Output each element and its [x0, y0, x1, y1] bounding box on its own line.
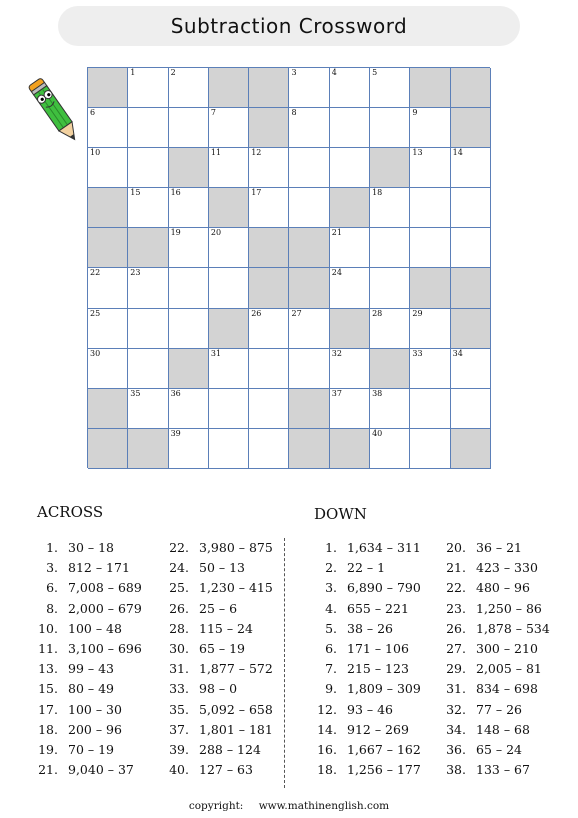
clue-expression: 423 – 330 [476, 560, 538, 576]
clue-expression: 2,005 – 81 [476, 661, 542, 677]
clue-number: 33. [169, 681, 189, 697]
clue-number: 29. [446, 661, 466, 677]
clue-number: 10 [90, 148, 101, 158]
shaded-cell [451, 429, 491, 469]
clue-expression: 288 – 124 [199, 742, 261, 757]
clue-item [446, 661, 542, 677]
clue-item [169, 641, 246, 656]
clue-item [325, 600, 409, 616]
clue-number: 1. [46, 540, 58, 555]
clue-number: 34 [452, 348, 463, 358]
clue-number: 3. [325, 580, 337, 596]
clue-expression: 22 – 1 [347, 560, 386, 576]
answer-cell[interactable] [209, 268, 249, 308]
clue-number: 13. [38, 661, 58, 677]
shaded-cell [370, 148, 410, 188]
clue-item [317, 742, 421, 757]
shaded-cell [249, 68, 289, 108]
clue-expression: 912 – 269 [347, 721, 409, 737]
clue-expression: 25 – 6 [199, 600, 238, 616]
clue-number: 11 [210, 148, 222, 158]
footer [0, 800, 578, 812]
answer-cell[interactable] [88, 148, 128, 188]
answer-cell[interactable] [370, 389, 410, 429]
site-url: www.mathinenglish.com [258, 800, 390, 812]
answer-cell[interactable] [209, 389, 249, 429]
clue-item [46, 560, 130, 576]
shaded-cell [330, 309, 370, 349]
answer-cell[interactable] [370, 309, 410, 349]
shaded-cell [410, 68, 450, 108]
answer-cell[interactable] [410, 148, 450, 188]
clue-number: 9 [412, 108, 418, 118]
answer-cell[interactable] [169, 188, 209, 228]
shaded-cell [169, 148, 209, 188]
answer-cell[interactable] [128, 148, 168, 188]
clue-expression: 98 – 0 [199, 681, 238, 697]
clue-item [446, 600, 542, 616]
down-heading: DOWN [314, 505, 367, 523]
clue-number: 20. [446, 540, 466, 555]
clue-item [46, 580, 142, 596]
answer-cell[interactable] [330, 108, 370, 148]
clue-expression: 65 – 19 [199, 641, 246, 656]
shaded-cell [330, 188, 370, 228]
clue-expression: 655 – 221 [347, 600, 409, 616]
answer-cell[interactable] [88, 108, 128, 148]
shaded-cell [410, 268, 450, 308]
clue-number: 19 [170, 228, 181, 238]
clue-number: 23 [130, 268, 141, 278]
clue-item [169, 701, 273, 717]
answer-cell[interactable] [451, 228, 491, 268]
answer-cell[interactable] [289, 188, 329, 228]
answer-cell[interactable] [330, 68, 370, 108]
clue-item [38, 701, 122, 717]
clue-item [169, 620, 253, 636]
answer-cell[interactable] [249, 148, 289, 188]
clue-number: 40 [372, 428, 383, 438]
answer-cell[interactable] [330, 228, 370, 268]
clue-number: 3. [46, 560, 58, 576]
answer-cell[interactable] [128, 108, 168, 148]
answer-cell[interactable] [169, 68, 209, 108]
clue-item [325, 540, 421, 555]
clue-number: 16 [170, 188, 181, 198]
clue-number: 29 [412, 308, 423, 318]
clue-number: 22. [446, 580, 466, 596]
answer-cell[interactable] [451, 389, 491, 429]
answer-cell[interactable] [370, 228, 410, 268]
clue-number: 17 [251, 188, 262, 198]
clue-item [446, 762, 530, 778]
clue-number: 4. [325, 600, 337, 616]
answer-cell[interactable] [169, 108, 209, 148]
clue-number: 5. [325, 620, 337, 636]
clue-expression: 1,877 – 572 [199, 661, 273, 677]
clue-number: 26. [446, 620, 466, 636]
clue-expression: 133 – 67 [476, 762, 530, 778]
shaded-cell [289, 268, 329, 308]
clue-expression: 5,092 – 658 [199, 701, 273, 717]
clue-number: 26. [169, 600, 189, 616]
clue-number: 25. [169, 580, 189, 596]
clue-item [317, 701, 394, 717]
clue-number: 22 [90, 268, 101, 278]
clue-number: 11. [38, 641, 58, 656]
clue-expression: 38 – 26 [347, 620, 394, 636]
clue-expression: 171 – 106 [347, 641, 409, 656]
answer-cell[interactable] [88, 268, 128, 308]
answer-cell[interactable] [330, 148, 370, 188]
clue-expression: 1,256 – 177 [347, 762, 421, 778]
answer-cell[interactable] [451, 148, 491, 188]
shaded-cell [209, 309, 249, 349]
answer-cell[interactable] [370, 108, 410, 148]
answer-cell[interactable] [289, 68, 329, 108]
clue-number: 6. [325, 641, 337, 656]
shaded-cell [209, 188, 249, 228]
clue-expression: 812 – 171 [68, 560, 130, 576]
clue-expression: 834 – 698 [476, 681, 538, 697]
clue-number: 19. [38, 742, 58, 757]
shaded-cell [88, 228, 128, 268]
clue-number: 26 [251, 308, 262, 318]
clue-number: 8. [46, 600, 58, 616]
answer-cell[interactable] [169, 268, 209, 308]
clue-item [169, 762, 253, 778]
clue-number: 35 [130, 388, 141, 398]
clue-expression: 300 – 210 [476, 641, 538, 656]
clue-number: 18. [317, 762, 337, 778]
across-heading: ACROSS [37, 503, 104, 521]
shaded-cell [370, 349, 410, 389]
answer-cell[interactable] [370, 268, 410, 308]
clue-number: 4 [331, 68, 337, 77]
clue-number: 9. [325, 681, 337, 697]
clue-item [325, 580, 421, 596]
clue-number: 36. [446, 742, 466, 757]
answer-cell[interactable] [410, 188, 450, 228]
clue-number: 13 [412, 148, 423, 158]
clue-number: 24 [331, 268, 342, 278]
clue-expression: 65 – 24 [476, 742, 523, 757]
clue-expression: 3,980 – 875 [199, 540, 273, 555]
clue-item [46, 600, 142, 616]
clue-number: 21. [38, 762, 58, 778]
clue-item [38, 742, 115, 757]
clue-number: 8 [291, 108, 297, 118]
crossword-grid [87, 67, 490, 468]
answer-cell[interactable] [330, 349, 370, 389]
clue-item [38, 661, 115, 677]
clue-number: 21. [446, 560, 466, 576]
clue-item [169, 540, 273, 555]
answer-cell[interactable] [128, 68, 168, 108]
clue-item [38, 721, 122, 737]
clue-item [169, 742, 261, 757]
shaded-cell [289, 228, 329, 268]
clue-number: 30 [90, 348, 101, 358]
title-banner [58, 6, 520, 46]
clue-expression: 200 – 96 [68, 721, 122, 737]
answer-cell[interactable] [249, 349, 289, 389]
clue-expression: 80 – 49 [68, 681, 115, 697]
answer-cell[interactable] [370, 68, 410, 108]
clue-number: 30. [169, 641, 189, 656]
copyright-label: copyright: [188, 800, 244, 812]
clue-expression: 30 – 18 [68, 540, 115, 555]
clue-number: 36 [170, 388, 181, 398]
clue-number: 12 [251, 148, 262, 158]
clue-number: 18 [372, 188, 383, 198]
answer-cell[interactable] [370, 188, 410, 228]
answer-cell[interactable] [410, 108, 450, 148]
answer-cell[interactable] [169, 228, 209, 268]
clue-expression: 1,634 – 311 [347, 540, 421, 555]
answer-cell[interactable] [249, 309, 289, 349]
answer-cell[interactable] [410, 389, 450, 429]
clue-item [38, 681, 115, 697]
clue-item [169, 721, 273, 737]
clue-number: 14. [317, 721, 337, 737]
answer-cell[interactable] [88, 349, 128, 389]
clue-expression: 93 – 46 [347, 701, 394, 717]
shaded-cell [88, 429, 128, 469]
shaded-cell [330, 429, 370, 469]
shaded-cell [128, 228, 168, 268]
clue-expression: 148 – 68 [476, 721, 530, 737]
clue-item [169, 661, 273, 677]
shaded-cell [88, 68, 128, 108]
column-divider [284, 538, 285, 788]
clue-number: 39 [170, 428, 181, 438]
shaded-cell [88, 389, 128, 429]
answer-cell[interactable] [209, 349, 249, 389]
clue-item [446, 641, 538, 656]
shaded-cell [451, 268, 491, 308]
shaded-cell [249, 108, 289, 148]
pencil-mascot-icon [26, 70, 82, 150]
shaded-cell [289, 429, 329, 469]
clue-expression: 215 – 123 [347, 661, 409, 677]
shaded-cell [169, 349, 209, 389]
clue-expression: 1,230 – 415 [199, 580, 273, 596]
clue-number: 21 [331, 228, 342, 238]
clue-expression: 1,809 – 309 [347, 681, 421, 697]
clue-number: 17. [38, 701, 58, 717]
answer-cell[interactable] [209, 148, 249, 188]
clue-item [325, 560, 386, 576]
clue-item [169, 580, 273, 596]
clue-item [446, 701, 523, 717]
clue-number: 7 [210, 108, 216, 118]
clue-number: 40. [169, 762, 189, 778]
clue-expression: 36 – 21 [476, 540, 523, 555]
clue-item [46, 540, 115, 555]
clue-number: 1. [325, 540, 337, 555]
clue-item [446, 560, 538, 576]
clue-number: 22. [169, 540, 189, 555]
clue-expression: 115 – 24 [199, 620, 253, 636]
clue-number: 7. [325, 661, 337, 677]
clue-expression: 50 – 13 [199, 560, 246, 576]
clue-item [446, 721, 530, 737]
clue-number: 31 [210, 348, 222, 358]
clue-number: 15. [38, 681, 58, 697]
clue-item [169, 600, 238, 616]
clue-number: 16. [317, 742, 337, 757]
clue-number: 32 [331, 348, 342, 358]
answer-cell[interactable] [169, 429, 209, 469]
answer-cell[interactable] [169, 309, 209, 349]
clue-number: 10. [38, 620, 58, 636]
answer-cell[interactable] [410, 429, 450, 469]
clue-number: 35. [169, 701, 189, 717]
clue-number: 15 [130, 188, 141, 198]
answer-cell[interactable] [451, 349, 491, 389]
shaded-cell [209, 68, 249, 108]
clue-number: 2 [170, 68, 176, 77]
answer-cell[interactable] [249, 429, 289, 469]
clue-expression: 9,040 – 37 [68, 762, 134, 778]
clue-number: 6 [90, 108, 96, 118]
answer-cell[interactable] [128, 268, 168, 308]
clue-expression: 7,008 – 689 [68, 580, 142, 596]
shaded-cell [249, 228, 289, 268]
clue-number: 33 [412, 348, 423, 358]
answer-cell[interactable] [169, 389, 209, 429]
clue-expression: 1,250 – 86 [476, 600, 542, 616]
clue-number: 34. [446, 721, 466, 737]
clue-expression: 100 – 48 [68, 620, 122, 636]
clue-item [317, 721, 409, 737]
answer-cell[interactable] [209, 108, 249, 148]
clue-item [169, 681, 238, 697]
clue-item [446, 620, 550, 636]
clue-number: 38 [372, 388, 383, 398]
answer-cell[interactable] [330, 389, 370, 429]
shaded-cell [451, 309, 491, 349]
clue-item [446, 580, 530, 596]
answer-cell[interactable] [249, 389, 289, 429]
clue-number: 31. [169, 661, 189, 677]
clue-number: 37 [331, 388, 342, 398]
clue-number: 31. [446, 681, 466, 697]
clue-number: 1 [130, 68, 136, 77]
answer-cell[interactable] [451, 188, 491, 228]
answer-cell[interactable] [410, 349, 450, 389]
clue-item [325, 661, 409, 677]
clue-number: 14 [452, 148, 463, 158]
clue-number: 27. [446, 641, 466, 656]
clue-expression: 127 – 63 [199, 762, 253, 778]
answer-cell[interactable] [128, 188, 168, 228]
answer-cell[interactable] [410, 309, 450, 349]
clue-number: 18. [38, 721, 58, 737]
shaded-cell [451, 108, 491, 148]
clue-expression: 1,878 – 534 [476, 620, 550, 636]
clue-item [446, 540, 523, 555]
page-title: Subtraction Crossword [170, 14, 408, 38]
clue-number: 39. [169, 742, 189, 757]
answer-cell[interactable] [209, 228, 249, 268]
clue-number: 23. [446, 600, 466, 616]
shaded-cell [289, 389, 329, 429]
shaded-cell [451, 68, 491, 108]
answer-cell[interactable] [370, 429, 410, 469]
answer-cell[interactable] [128, 349, 168, 389]
clue-item [38, 762, 134, 778]
shaded-cell [88, 188, 128, 228]
clue-expression: 6,890 – 790 [347, 580, 421, 596]
clue-number: 28 [372, 308, 383, 318]
clue-item [169, 560, 246, 576]
clue-number: 38. [446, 762, 466, 778]
clue-expression: 1,801 – 181 [199, 721, 273, 737]
clue-expression: 480 – 96 [476, 580, 530, 596]
clue-number: 2. [325, 560, 337, 576]
clue-expression: 3,100 – 696 [68, 641, 142, 656]
answer-cell[interactable] [289, 108, 329, 148]
answer-cell[interactable] [88, 309, 128, 349]
clue-number: 27 [291, 308, 302, 318]
answer-cell[interactable] [289, 349, 329, 389]
clue-expression: 100 – 30 [68, 701, 122, 717]
clue-expression: 70 – 19 [68, 742, 115, 757]
clue-item [325, 641, 409, 656]
clue-number: 24. [169, 560, 189, 576]
clue-expression: 1,667 – 162 [347, 742, 421, 757]
answer-cell[interactable] [410, 228, 450, 268]
clue-number: 6. [46, 580, 58, 596]
shaded-cell [249, 268, 289, 308]
clue-number: 5 [372, 68, 378, 77]
answer-cell[interactable] [289, 309, 329, 349]
clue-item [38, 620, 122, 636]
clue-number: 32. [446, 701, 466, 717]
clue-item [446, 742, 523, 757]
clue-number: 3 [291, 68, 297, 77]
clue-expression: 2,000 – 679 [68, 600, 142, 616]
answer-cell[interactable] [249, 188, 289, 228]
clue-item [446, 681, 538, 697]
shaded-cell [128, 429, 168, 469]
clue-expression: 99 – 43 [68, 661, 115, 677]
clue-number: 20 [210, 228, 222, 238]
clue-number: 37. [169, 721, 189, 737]
answer-cell[interactable] [128, 389, 168, 429]
clue-number: 25 [90, 308, 101, 318]
clue-item [317, 762, 421, 778]
answer-cell[interactable] [330, 268, 370, 308]
answer-cell[interactable] [128, 309, 168, 349]
clue-item [38, 641, 142, 656]
answer-cell[interactable] [209, 429, 249, 469]
clue-item [325, 620, 394, 636]
clue-expression: 77 – 26 [476, 701, 523, 717]
clue-number: 28. [169, 620, 189, 636]
clue-item [325, 681, 421, 697]
clue-number: 12. [317, 701, 337, 717]
answer-cell[interactable] [289, 148, 329, 188]
